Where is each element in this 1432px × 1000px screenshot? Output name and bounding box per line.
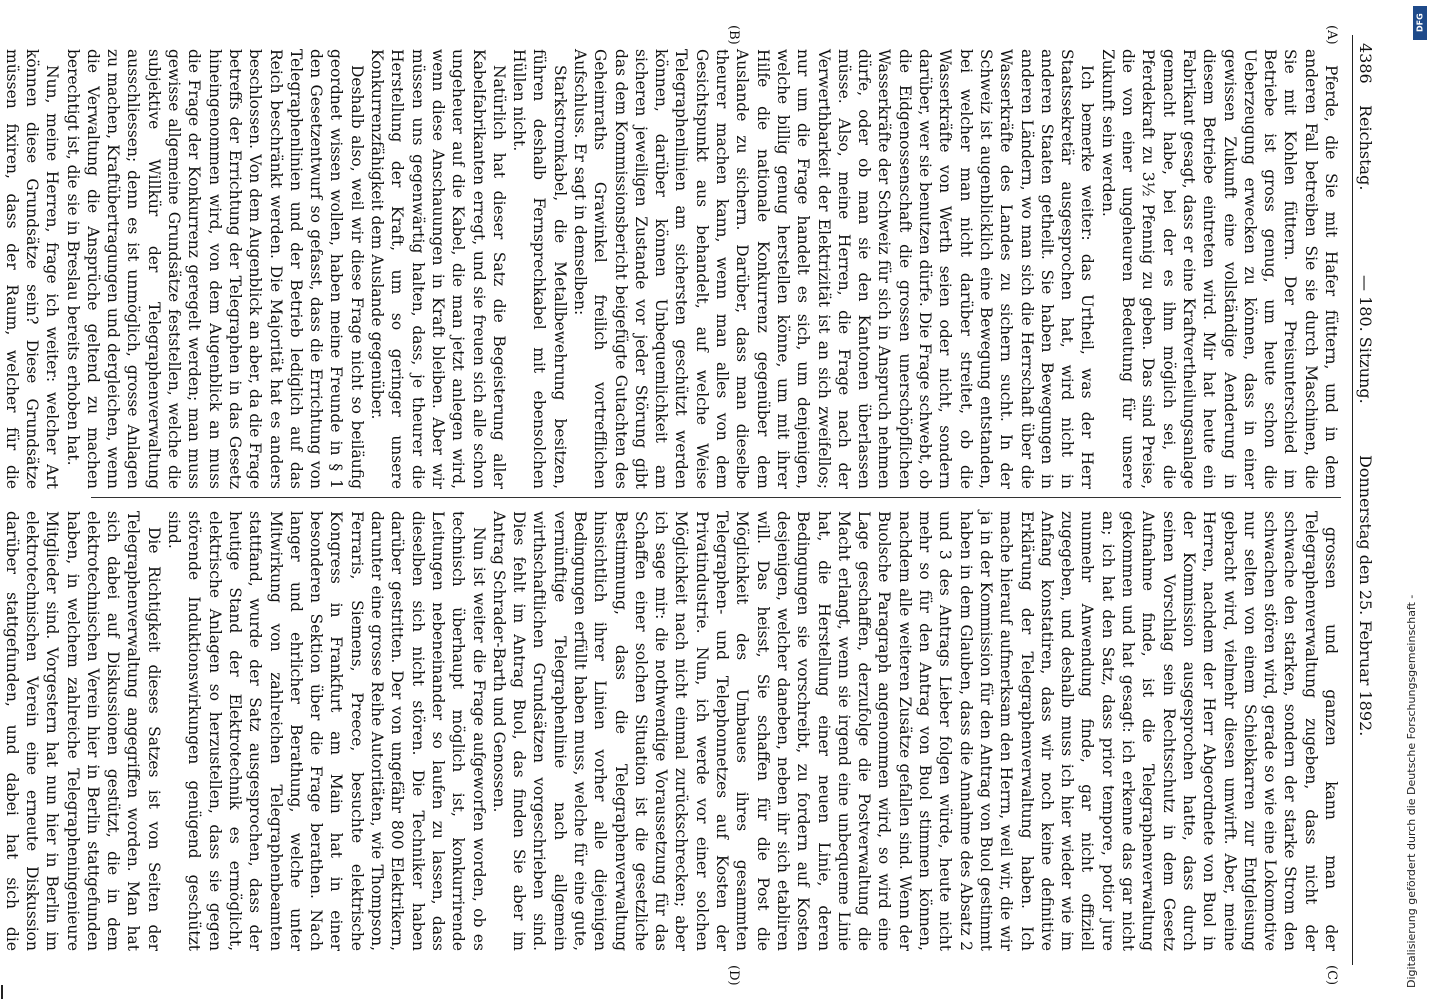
text-column-left [2,49,1341,489]
paragraph: Nun, meine Herren, frage ich weiter: welcher Art können diese Grundsätze sein? Diese Grundsätze müssen fixiren, dass der Raum, welcher für die [2,49,62,489]
paragraph: Die Richtigkeit dieses Satzes ist von Seiten der Telegraphenverwaltung angegriffen worden. Man hat sich dabei auf Diskussionen gestützt, die in dem elektrotechnischen Verein hier in Berlin stattgefunden haben, in welchem zahlreiche Telegrapheningenieure Mitglieder sind. Vorgestern hat nun hier in Berlin im elektrotechnischen Verein eine erneute Diskussion darüber stattgefunden, und dabei hat sich die [2,511,163,951]
header-session: — 180. Sitzung. [1356,275,1375,404]
paragraph: Deshalb also, weil wir diese Frage nicht so beiläufig geordnet wissen wollen, haben meine Freunde in § 1 den Gesetzentwurf so gefasst, dass die Errichtung von Telegraphenlinien und der Betrieb lediglich auf das Reich beschränkt werden. Die Majorität hat es anders beschlossen. Von dem Augenblick an aber, da die Frage betreffs der Errichtung der Telegraphen in das Gesetz hineingenommen wird, von dem Augenblick an muss die Frage der Konkurrenz geregelt werden; man muss gewisse allgemeine Grundsätze feststellen, welche die subjektive Willkür der Telegraphenverwaltung ausschliessen; denn es ist unmöglich, grosse Anlagen zu machen, Kraftübertragungen und dergleichen, wenn die Verwaltung die Ansprüche geltend zu machen berechtigt ist, die sie in Breslau bereits erhoben hat. [63,49,366,489]
margin-marker-c: (C) [1324,965,1339,986]
paragraph: Starkstromkabel, die Metallbewehrung besitzen, führen deshalb Fernsprechkabel mit ebensolchen Hüllen nicht. [510,49,569,489]
paragraph: Natürlich hat dieser Satz die Begeisterung aller Kabelfabrikanten erregt, und sie freuen sich alle schon ungeheuer auf die Kabel, die man jetzt anlegen wird, wenn diese Anschauungen in Kraft bleiben. Aber wir müssen uns gegenwärtig halten, dass, je theurer die Herstellung der Kraft, um so geringer unsere Konkurrenzfähigkeit dem Auslande gegenüber. [368,49,508,489]
text-column-right [2,511,1341,951]
paragraph: Ich bemerke weiter: das Urtheil, was der Herr Staatssekretär ausgesprochen hat, wird nicht in anderen Staaten getheilt. Sie haben Bewegungen in anderen Ländern, wo man sich die Herrschaft über die Wasserkräfte des Landes zu sichern sucht. In der Schweiz ist augenblicklich eine Bewegung entstanden, bei welcher man nicht darüber streitet, ob die Wasserkräfte von Werth seien oder nicht, sondern darüber, wer sie benutzen dürfe. Die Frage schwebt, ob die Eidgenossenschaft die grossen unerschöpflichen Wasserkräfte der Schweiz für sich in Anspruch nehmen dürfe, oder ob man sie den Kantonen überlassen müsse. Also, meine Herren, die Frage nach der Verwerthbarkeit der Elektrizität ist an sich zweifellos; nur um die Frage handelt es sich, um denjenigen, welche billig genug herstellen könne, um mit ihrer Hilfe die nationale Konkurrenz gegenüber dem Auslande zu sichern. Darüber, dass man dieselbe theurer machen kann, wenn man alles von dem Gesichtspunkt aus behandelt, auf welche Weise Telegraphenlinien am sichersten geschützt werden können, darüber können Unbequemlichkeit am sicheren jeweiligen Zustande vor jeder Störung gibt das dem Kommissionsbericht beigefügte Gutachten des Geheimraths Grawinkel freilich vortrefflichen Aufschluss. Er sagt in demselben: [571,49,1097,489]
paragraph: Nun ist weiter die Frage aufgeworfen worden, ob es technisch überhaupt möglich ist, konkurrirende Leitungen nebeneinander so laufen zu lassen, dass dieselben sich nicht stören. Die Techniker haben darüber gestritten. Der von ungefähr 800 Elektrikern, darunter eine grosse Reihe Autoritäten, wie Thompson, Ferraris, Siemens, Preece, besuchte elektrische Kongress in Frankfurt am Main hat in einer besonderen Sektion über die Frage berathen. Nach langer und ehrlicher Berathung, welche unter Mitwirkung von zahlreichen Telegraphenbeamten stattfand, wurde der Satz ausgesprochen, dass der heutige Stand der Elektrotechnik es ermöglicht, elektrische Anlagen so herzustellen, dass sie gegen störende Induktionswirkungen genügend geschützt sind. [165,511,488,951]
header-title: Reichstag. [1356,105,1375,191]
scan-edge-mark [1,985,3,999]
margin-marker-a: (A) [1324,25,1339,45]
page-header [1352,35,1381,965]
paragraph: grossen und ganzen kann man der Telegraphenverwaltung zugeben, dass nicht der schwache den starken, sondern der starke Strom den schwachen stören wird, gerade so wie eine Lokomotive nur selten von einem Schiebkarren zur Entgleisung gebracht wird, vielmehr diesen umwirft. Aber, meine Herren, nachdem der Herr Abgeordnete von Buol in der Kommission ausgesprochen hatte, dass durch seinen Vorschlag sein Rechtsschutz in dem Gesetz Aufnahme finde, ist die Telegraphenverwaltung gekommen und hat gesagt: ich erkenne das gar nicht an; ich hat den Satz, dass prior tempore, potior jure nunmehr Anwendung finde, gar nicht offiziell zugegeben, und deshalb muss ich hier wieder wie im Anfang konstatiren, dass wir noch keine definitive Erklärung der Telegraphenverwaltung haben. Ich mache hierauf aufmerksam den Herrn, weil wir, die wir ja in der Kommission für den Antrag von Buol gestimmt haben in dem Glauben, dass die Annahme des Absatz 2 und 3 des Antrags Lieber folgen würde, heute nicht mehr so für den Antrag von Buol stimmen können, nachdem alle weiteren Zusätze gefallen sind. Wenn der Buolsche Paragraph angenommen wird, so wird eine Lage geschaffen, derzufolge die Postverwaltung die Macht erlangt, wenn sie irgend eine unbequeme Linie hat, die Herstellung einer neuen Linie, deren Bedingungen sie vorschreibt, zu fordern auf Kosten desjenigen, welcher daneben, neben ihr sich etabliren will. Das heisst, Sie schaffen für die Post die Möglichkeit des Umbaues ihres gesammten Telegraphen- und Telephonnetzes auf Kosten der Privatindustrie. Nun, ich werde vor einer solchen Möglichkeit nach nicht einmal zurückschrecken; aber ich sage mir: die nothwendige Voraussetzung für das Schaffen einer solchen Situation ist die gesetzliche Bestimmung, dass die Telegraphenverwaltung hinsichtlich ihrer Linien vorher alle diejenigen Bedingungen erfüllt haben muss, welche für eine gute, vernünftige Telegraphenlinie nach allgemein wirthschaftlichen Grundsätzen vorgeschrieben sind. Dies fehlt im Antrag Buol, das finden Sie aber im Antrag Schrader-Barth und Genossen. [489,511,1340,951]
margin-marker-b: (B) [726,25,741,45]
paragraph: Pferde, die Sie mit Hafer füttern, und in dem anderen Fall betreiben Sie sie durch Maschinen, die Sie mit Kohlen füttern. Der Preisunterschied im Betriebe ist gross genug, um heute schon die Ueberzeugung erwecken zu können, dass in einer gewissen Zukunft eine vollständige Aenderung in diesem Betriebe eintreten wird. Mir hat heute ein Fabrikant gesagt, dass er eine Kraftvertheilungsanlage gemacht habe, bei der es ihm möglich sei, die Pferdekraft zu 3½ Pfennig zu geben. Das sind Preise, die von einer ungeheuren Bedeutung für unsere Zukunft sein werden. [1098,49,1340,489]
dfg-logo: DFG [1413,6,1427,40]
header-date: Donnerstag den 25. Februar 1892. [1356,455,1375,737]
page-number: 4386 [1356,43,1375,84]
column-divider [91,497,1341,498]
rotated-page [2,25,1381,986]
margin-marker-d: (D) [726,965,741,986]
digitization-credit: Digitalisierung gefördert durch die Deutsche Forschungsgemeinschaft - [1405,594,1418,988]
